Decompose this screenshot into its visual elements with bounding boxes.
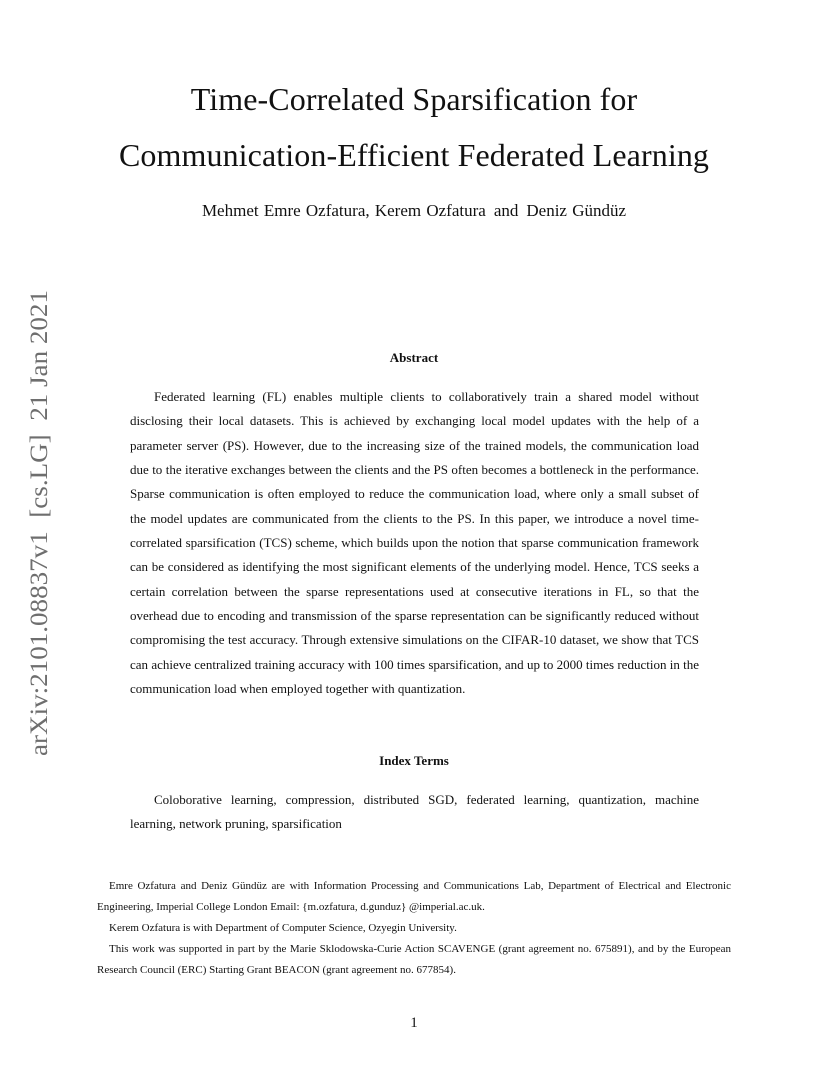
footnote-funding: This work was supported in part by the Marie Sklodowska-Curie Action SCAVENGE (grant agreement no. 675891), and by the European Research Council (ERC) Starting Grant BEACON (grant agreement no. 677854). (97, 943, 731, 976)
index-terms-heading: Index Terms (379, 753, 449, 768)
author-conjunction: and (493, 201, 519, 220)
author-last: Deniz Gündüz (526, 201, 627, 220)
author-list (0, 199, 828, 223)
index-terms-text: Coloborative learning, compression, distributed SGD, federated learning, quantization, machine learning, network pruning, sparsification (130, 792, 699, 832)
author-names: Mehmet Emre Ozfatura, Kerem Ozfatura (201, 201, 486, 220)
footnote-affiliation-1: Emre Ozfatura and Deniz Gündüz are with Information Processing and Communications Lab, Department of Electrical and Electronic Engineering, Imperial College London Email: {m.ozfatura, d.gunduz} @imperial.ac.uk. (97, 880, 731, 913)
arxiv-identifier: arXiv:2101.08837v1 [cs.LG] 21 Jan 2021 (26, 325, 53, 756)
paper-title-line-1: Time-Correlated Sparsification for (190, 81, 638, 117)
footnotes (97, 876, 731, 981)
paper-title-line-2: Communication-Efficient Federated Learning (118, 137, 710, 173)
abstract-heading: Abstract (389, 350, 439, 365)
page-number: 1 (410, 1015, 418, 1031)
footnote-affiliation-2: Kerem Ozfatura is with Department of Computer Science, Ozyegin University. (109, 922, 457, 934)
abstract-text: Federated learning (FL) enables multiple clients to collaboratively train a shared model without disclosing their local datasets. This is achieved by exchanging local model updates with the help of a parameter server (PS). However, due to the increasing size of the trained models, the communication load due to the iterative exchanges between the clients and the PS often becomes a bottleneck in the performance. Sparse communication is often employed to reduce the communication load, where only a small subset of the model updates are communicated from the clients to the PS. In this paper, we introduce a novel time-correlated sparsification (TCS) scheme, which builds upon the notion that sparse communication framework can be considered as identifying the most significant elements of the underlying model. Hence, TCS seeks a certain correlation between the sparse representations used at consecutive iterations in FL, so that the overhead due to encoding and transmission of the sparse representation can be significantly reduced without compromising the test accuracy. Through extensive simulations on the CIFAR-10 dataset, we show that TCS can achieve centralized training accuracy with 100 times sparsification, and up to 2000 times reduction in the communication load when employed together with quantization. (130, 389, 699, 697)
